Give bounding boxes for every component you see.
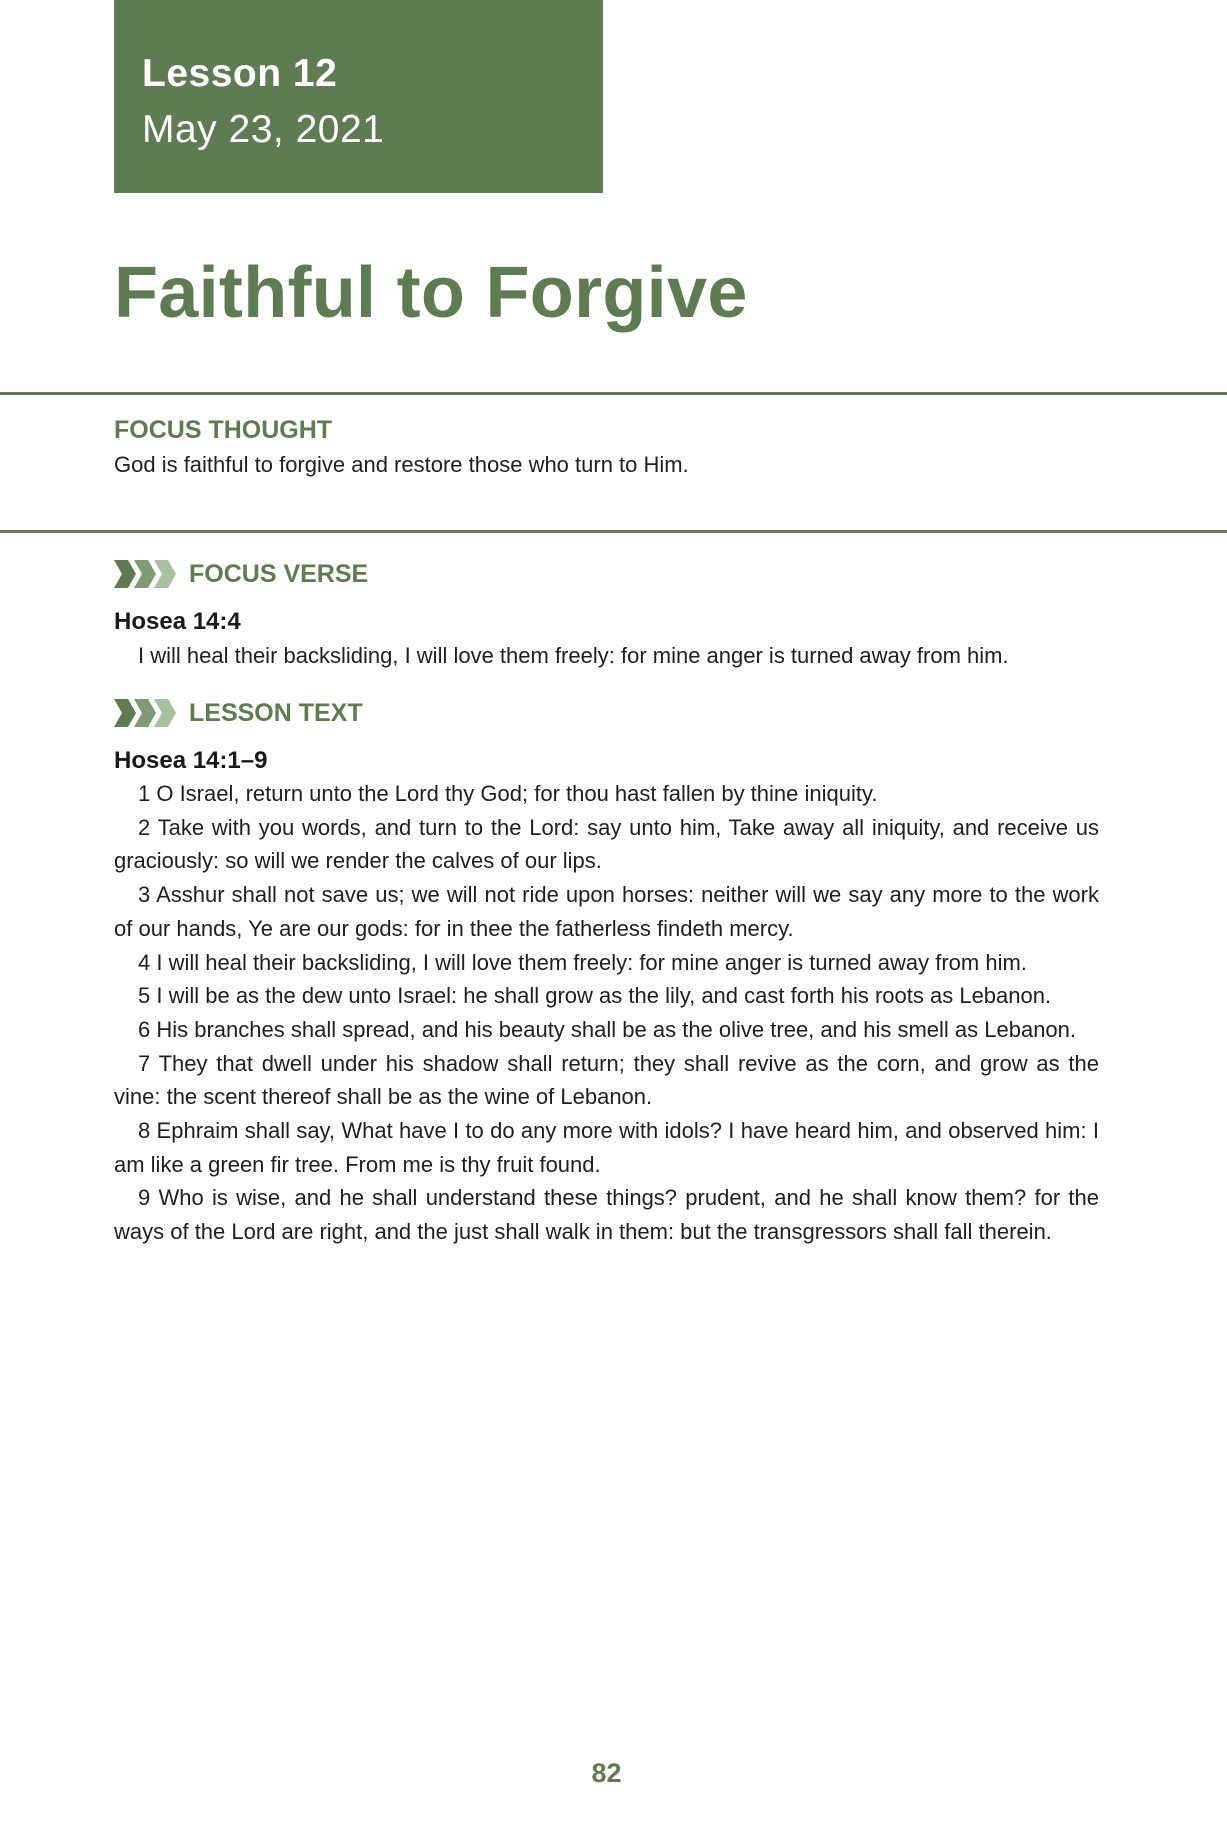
lesson-banner (114, 0, 603, 193)
lesson-number: Lesson 12 (142, 52, 338, 95)
verse-7: 7 They that dwell under his shadow shall return; they shall revive as the corn, and grow as the vine: the scent thereof shall be as the wine of Lebanon. (114, 1050, 1099, 1110)
verse-5: 5 I will be as the dew unto Israel: he shall grow as the lily, and cast forth his roots as Lebanon. (138, 983, 1052, 1009)
verse-9: 9 Who is wise, and he shall understand these things? prudent, and he shall know them? for the ways of the Lord are right, and the just shall walk in them: but the transgressors shall fall therein. (114, 1185, 1099, 1245)
lesson-date: May 23, 2021 (142, 108, 385, 151)
focus-verse-heading (114, 558, 368, 590)
lesson-text-reference: Hosea 14:1–9 (114, 747, 268, 774)
lesson-text-heading-label: LESSON TEXT (189, 698, 363, 727)
focus-thought-text: God is faithful to forgive and restore those who turn to Him. (114, 452, 689, 477)
verse-8: 8 Ephraim shall say, What have I to do any more with idols? I have heard him, and observed him: I am like a green fir tree. From me is thy fruit found. (114, 1118, 1099, 1177)
focus-thought-heading: FOCUS THOUGHT (114, 416, 333, 444)
section-divider-top (0, 392, 1227, 395)
focus-verse-text: I will heal their backsliding, I will love them freely: for mine anger is turned away from him. (138, 643, 1009, 668)
lesson-text-heading (114, 697, 363, 729)
lesson-title: Faithful to Forgive (114, 253, 748, 333)
triple-chevron-icon (114, 699, 176, 727)
focus-verse-reference: Hosea 14:4 (114, 608, 241, 635)
verse-4: 4 I will heal their backsliding, I will love them freely: for mine anger is turned away from him. (138, 949, 1027, 975)
verse-3: 3 Asshur shall not save us; we will not ride upon horses: neither will we say any more to the work of our hands, Ye are our gods: for in thee the fatherless findeth mercy. (114, 882, 1099, 941)
verse-2: 2 Take with you words, and turn to the Lord: say unto him, Take away all iniquity, and receive us graciously: so will we render the calves of our lips. (114, 814, 1099, 874)
verse-6: 6 His branches shall spread, and his beauty shall be as the olive tree, and his smell as Lebanon. (138, 1016, 1077, 1042)
lesson-text-verses (114, 777, 1099, 1249)
triple-chevron-icon (114, 560, 176, 588)
focus-verse-heading-label: FOCUS VERSE (189, 559, 369, 588)
page-number: 82 (591, 1758, 622, 1788)
verse-1: 1 O Israel, return unto the Lord thy God; for thou hast fallen by thine iniquity. (138, 781, 878, 806)
section-divider-bottom (0, 530, 1227, 533)
